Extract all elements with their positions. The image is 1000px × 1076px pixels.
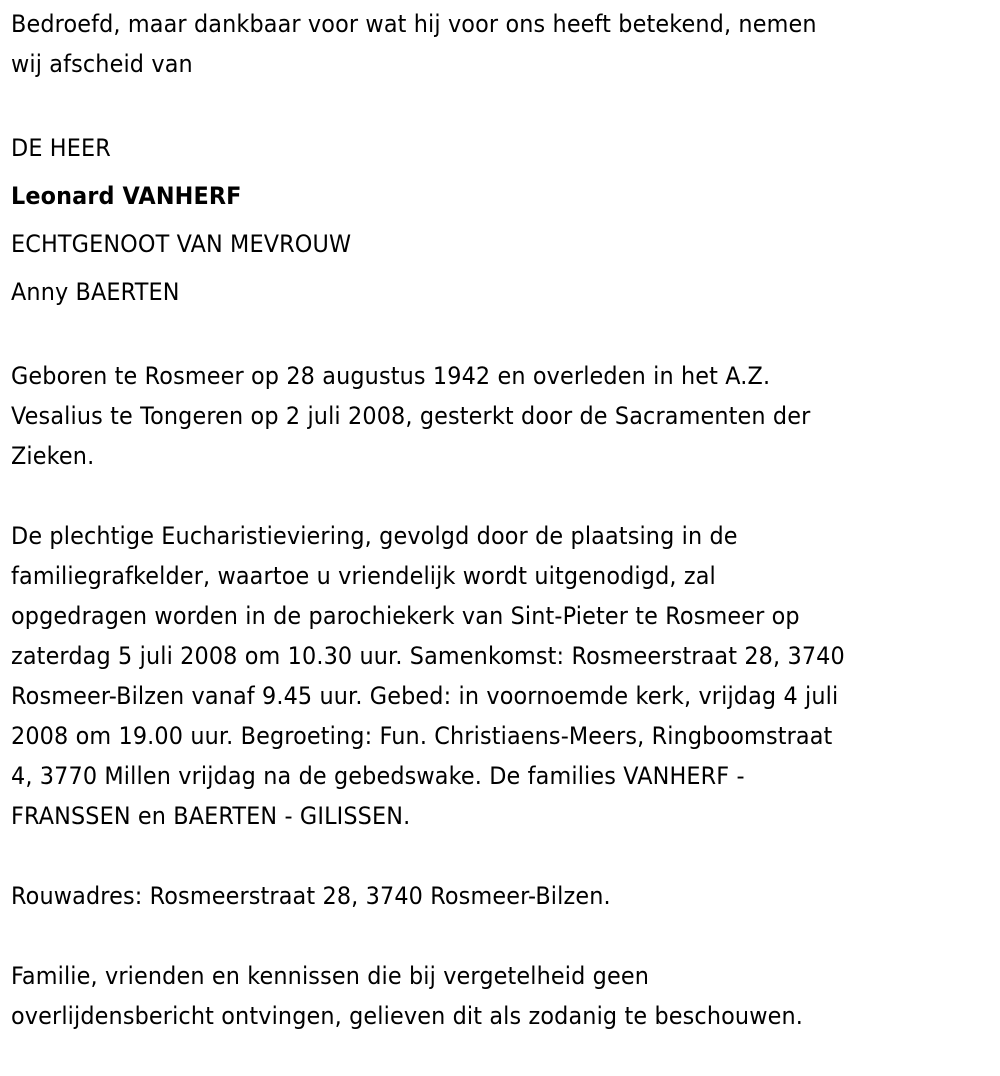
death-notice <box>11 4 991 1076</box>
intro-paragraph <box>11 4 991 84</box>
paragraph-line: zaterdag 5 juli 2008 om 10.30 uur. Samenkomst: Rosmeerstraat 28, 3740 <box>11 642 845 670</box>
paragraph-line: Zieken. <box>11 442 95 470</box>
paragraph-line: 2008 om 19.00 uur. Begroeting: Fun. Christiaens-Meers, Ringboomstraat <box>11 722 833 750</box>
closing-paragraph <box>11 956 991 1036</box>
mourning-address-paragraph <box>11 876 991 916</box>
paragraph-line: opgedragen worden in de parochiekerk van Sint-Pieter te Rosmeer op <box>11 602 800 630</box>
ceremony-paragraph <box>11 516 991 836</box>
spouse-name: Anny BAERTEN <box>11 278 180 306</box>
relation-label: ECHTGENOOT VAN MEVROUW <box>11 230 352 258</box>
paragraph-line: 4, 3770 Millen vrijdag na de gebedswake. De families VANHERF - <box>11 762 745 790</box>
paragraph-line: familiegrafkelder, waartoe u vriendelijk wordt uitgenodigd, zal <box>11 562 716 590</box>
deceased-block <box>11 124 991 316</box>
mourning-address: Rouwadres: Rosmeerstraat 28, 3740 Rosmeer-Bilzen. <box>11 882 611 910</box>
deceased-name: Leonard VANHERF <box>11 182 242 210</box>
paragraph-line: De plechtige Eucharistieviering, gevolgd door de plaatsing in de <box>11 522 738 550</box>
paragraph-line: Geboren te Rosmeer op 28 augustus 1942 en overleden in het A.Z. <box>11 362 771 390</box>
intro-line: Bedroefd, maar dankbaar voor wat hij voor ons heeft betekend, nemen <box>11 10 817 38</box>
paragraph-line: FRANSSEN en BAERTEN - GILISSEN. <box>11 802 411 830</box>
paragraph-line: Rosmeer-Bilzen vanaf 9.45 uur. Gebed: in voornoemde kerk, vrijdag 4 juli <box>11 682 839 710</box>
paragraph-line: Vesalius te Tongeren op 2 juli 2008, gesterkt door de Sacramenten der <box>11 402 811 430</box>
title-prefix: DE HEER <box>11 134 111 162</box>
paragraph-line: Familie, vrienden en kennissen die bij vergetelheid geen <box>11 962 650 990</box>
paragraph-line: overlijdensbericht ontvingen, gelieven dit als zodanig te beschouwen. <box>11 1002 803 1030</box>
intro-line: wij afscheid van <box>11 50 193 78</box>
birth-death-paragraph <box>11 356 991 476</box>
